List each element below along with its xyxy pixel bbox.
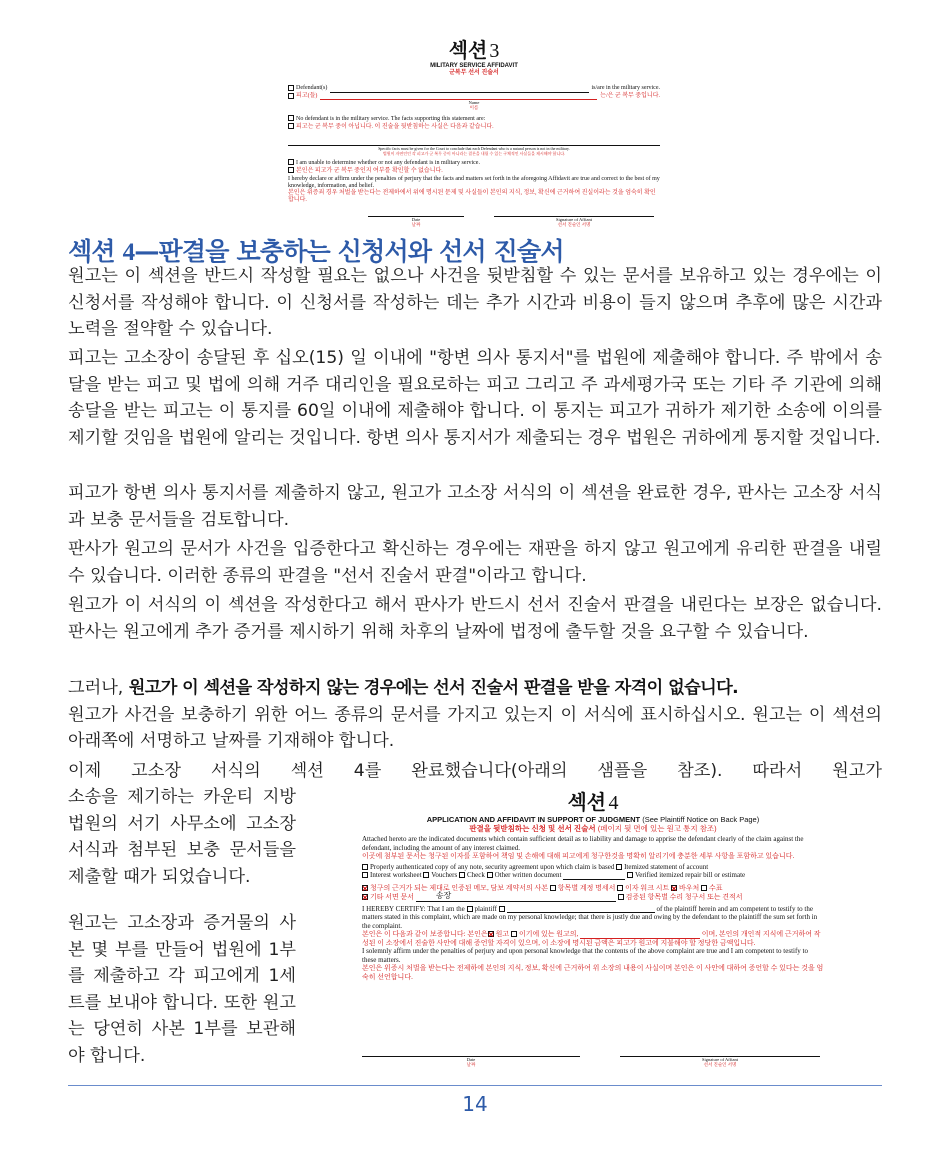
section3-title-kr: 군복무 선서 진술서 [449,70,499,77]
certify-text: I HEREBY CERTIFY: That I am the plaintiff of the plaintiff herein and am competent to testify to the matters stated in this complaint, which are made on my personal knowledge; that there is justly due and owing by the defendant to the plaintiff the sum set forth in the complaint. [362,904,818,930]
section4-signature-line[interactable]: Signature of Affiant 선서 진술인 서명 [620,1056,820,1067]
plaintiff-checkbox[interactable] [467,906,473,912]
name-caption: Name 이름 [468,99,480,110]
paragraph-4: 판사가 원고의 문서가 사건을 입증한다고 확신하는 경우에는 재판을 하지 않고 원고에게 유리한 판결을 내릴 수 있습니다. 이러한 종류의 판결을 "선서 진술서 판결"이라고 합니다. [68,539,882,586]
other-document-checkbox[interactable] [487,872,493,878]
kr-note-copy-checkbox[interactable] [362,885,368,891]
solemn-text-kr: 본인은 위증시 처벌을 받는다는 전제하에 본인의 지식, 정보, 확신에 근거하여 위 소장의 내용이 사실이며 본인은 이 사안에 대하여 증언할 수 있다는 것을 엄숙히 선언합니다. [362,964,824,981]
not-in-service-row: No defendant is in the military service. The facts supporting this statement are: [288,115,660,123]
section4-date-line[interactable]: Date 날짜 [362,1056,580,1067]
defendant-line[interactable] [330,85,588,92]
not-in-service-checkbox[interactable] [288,115,294,121]
note-copy-checkbox[interactable] [362,864,368,870]
attached-text: Attached hereto are the indicated documents which contain sufficient detail as to liability and damage to apprise the defendant clearly of the claim against the defendant, including the amount of any interest claimed. [362,835,804,852]
declare-text: I hereby declare or affirm under the penalties of perjury that the facts and matters set forth in the aforegoing Affidavit are true and correct to the best of my knowledge, information, and belief. [288,175,660,189]
paragraph-2: 피고는 고소장이 송달된 후 십오(15) 일 이내에 "항변 의사 통지서"를 법원에 제출해야 합니다. 주 밖에서 송달을 받는 피고 및 법에 의해 거주 대리인을 필요로하는 피고 그리고 주 과세평가국 또는 기타 주 기관에 의해 송달을 받는 피고는 이 통지를 60일 이내에 제출해야 합니다. 이 통지는 피고가 귀하가 제기한 소송에 이의를 제기할 것임을 법원에 알리는 것입니다. 항변 의사 통지서가 제출되는 경우 법원은 귀하에게 통지할 것입니다. [68,348,882,448]
unable-row: I am unable to determine whether or not any defendant is in military service. [288,159,660,167]
kr-other-document-checkbox[interactable] [362,894,368,900]
paragraph-6: 그러나, 원고가 이 섹션을 작성하지 않는 경우에는 선서 진술서 판결을 받을 자격이 없습니다. 원고가 사건을 보충하기 위한 어느 종류의 문서를 가지고 있는지 이 서식에 표시하십시오. 원고는 이 섹션의 아래쪽에 서명하고 날짜를 기재해야 합니다. [68,678,882,751]
section3-signature-line[interactable]: Signature of Affiant 선서 진술인 서명 [494,216,654,227]
defendant-checkbox[interactable] [288,85,294,91]
section4-title-kr: 판결을 뒷받침하는 신청 및 선서 진술서 (페이지 뒷 면에 있는 원고 통지 참조) [469,824,717,833]
page-number: 14 [462,1092,488,1116]
solemn-text: I solemnly affirm under the penalties of perjury and upon personal knowledge that the contents of the above complaint are true and I am competent to testify to these matters. [362,947,808,964]
attached-text-kr: 이곳에 첨부된 문서는 청구된 이자를 포함하여 책임 및 손해에 대해 피고에게 청구한것을 명확히 알리기에 충분한 세부 사항을 포함하고 있습니다. [362,852,795,860]
certify-text-kr: 본인은 이 다음과 같이 보증합니다: 본인은 원고 이기에 있는 원고의, 이며, 본인의 개인적 지식에 근거하여 작성된 이 소장에서 진술한 사안에 대해 증언할 자격이 있으며, 이 소장에 명시된 금액은 피고가 원고에 지불해야 할 정당한 금액입니다. [362,930,821,947]
declare-text-kr: 본인은 위증죄 경우 처벌을 받는다는 전제하에서 위에 명시된 문제 및 사실들이 본인의 지식, 정보, 확신에 근거하여 진실이라는 것을 엄숙히 확인합니다. [288,190,656,204]
unable-checkbox[interactable] [288,159,294,165]
vouchers-checkbox[interactable] [423,872,429,878]
paragraph-7-wrap: 소송을 제기하는 카운티 지방법원의 서기 사무소에 고소장 서식과 첨부된 보충 문서들을 제출할 때가 되었습니다. [68,787,296,887]
paragraph-5: 원고가 이 서식의 이 섹션을 작성한다고 해서 판사가 반드시 선서 진술서 판결을 내린다는 보장은 없습니다. 판사는 원고에게 추가 증거를 제시하기 위해 차후의 날짜에 법정에 출두할 것을 요구할 수 있습니다. [68,595,882,642]
section3-title: 섹션 3 [448,38,500,62]
section4-title-en: APPLICATION AND AFFIDAVIT IN SUPPORT OF JUDGMENT (See Plaintiff Notice on Back Page) [426,815,760,824]
section4-title: 섹션 4 [567,790,619,814]
section3-date-line[interactable]: Date 날짜 [368,216,464,227]
check-checkbox[interactable] [459,872,465,878]
specific-facts-note: Specific facts must be given for the Court to conclude that each Defendant who is a natural person is not in the military. 법원이 자연인인 각 피고가 군 복무 중이 아니라는 결론을 내릴 수 있는 구체적인 사실들을 제시해야 합니다. [378,146,570,156]
section4-heading: 섹션 4—판결을 보충하는 신청서와 선서 진술서 [68,237,564,266]
other-document-field[interactable]: 송장 [416,892,616,902]
section3-title-en: MILITARY SERVICE AFFIDAVIT [430,63,518,69]
paragraph-1: 원고는 이 섹션을 반드시 작성할 필요는 없으나 사건을 뒷받침할 수 있는 문서를 보유하고 있는 경우에는 이 신청서를 작성해야 합니다. 이 신청서를 작성하는 데는 추가 시간과 비용이 들지 않으며 추후에 많은 시간과 노력을 절약할 수 있습니다. [68,266,882,339]
paragraph-7-line1: 이제 고소장 서식의 섹션 4를 완료했습니다(아래의 샘플을 참조). 따라서 원고가 [68,761,882,781]
section3-sample: 섹션 3 MILITARY SERVICE AFFIDAVIT 군복무 선서 진술서 Defendant(s) is/are in the military service. 피고(들) 는/은 군 복무 중입니다. Name 이름 No defendant is in the military service. The facts supporting this statement are: 피고는 군 복무 중이 아닙니다. 이 진술을 뒷받침하는 사실은 다음과 같습니다. Specific facts must be given for the Court to conclude that each Defendant who is a natural person is not in the military. 법원이 자연인인 각 피고가 군 복무 중이 아니라는 결론을 내릴 수 있는 구체적인 사실들을 제시해야 합니다. I am unable to determine whether or not any defendant is in military service. 본인은 피고가 군 복무 중인지 여부를 확인할 수 없습니다. I hereby declare or affirm under the penalties of perjury that the facts and matters set forth in the aforegoing Affidavit are true and correct to the best of my knowledge, information, and belief. 본인은 위증죄 경우 처벌을 받는다는 전제하에서 위에 명시된 문제 및 사실들이 본인의 지식, 정보, 확신에 근거하여 진실이라는 것을 엄숙히 확인합니다. Date 날짜 Signature of Affiant 선서 진술인 서명 [288,38,660,230]
itemized-statement-checkbox[interactable] [616,864,622,870]
paragraph-8: 원고는 고소장과 증거물의 사본 몇 부를 만들어 법원에 1부를 제출하고 각 피고에게 1세트를 보내야 합니다. 또한 원고는 당연히 사본 1부를 보관해야 합니다. [68,913,296,1066]
section4-sample [362,790,824,1075]
footer-rule [68,1085,882,1086]
document-checkboxes-kr: 청구의 근거가 되는 제대로 인증된 메모, 담보 계약서의 사본 항목별 계정 명세서 이자 워크 시트 바우처 수표 기타 서면 문서 송장 검증된 항목별 수리 청구서 또는 견적서 [362,884,824,902]
interest-worksheet-checkbox[interactable] [362,872,368,878]
repair-bill-checkbox[interactable] [627,872,633,878]
kr-voucher-checkbox[interactable] [671,885,677,891]
defendant-row: Defendant(s) is/are in the military service. [288,85,660,92]
paragraph-3: 피고가 항변 의사 통지서를 제출하지 않고, 원고가 고소장 서식의 이 섹션을 완료한 경우, 판사는 고소장 서식과 보충 문서들을 검토합니다. [68,483,882,530]
facts-line[interactable] [288,131,660,146]
document-checkboxes-en: Properly authenticated copy of any note, security agreement upon which claim is based Itemized statement of account Interest worksheet Vouchers Check Other written document Verified itemized repair bill or estimate [362,863,824,880]
